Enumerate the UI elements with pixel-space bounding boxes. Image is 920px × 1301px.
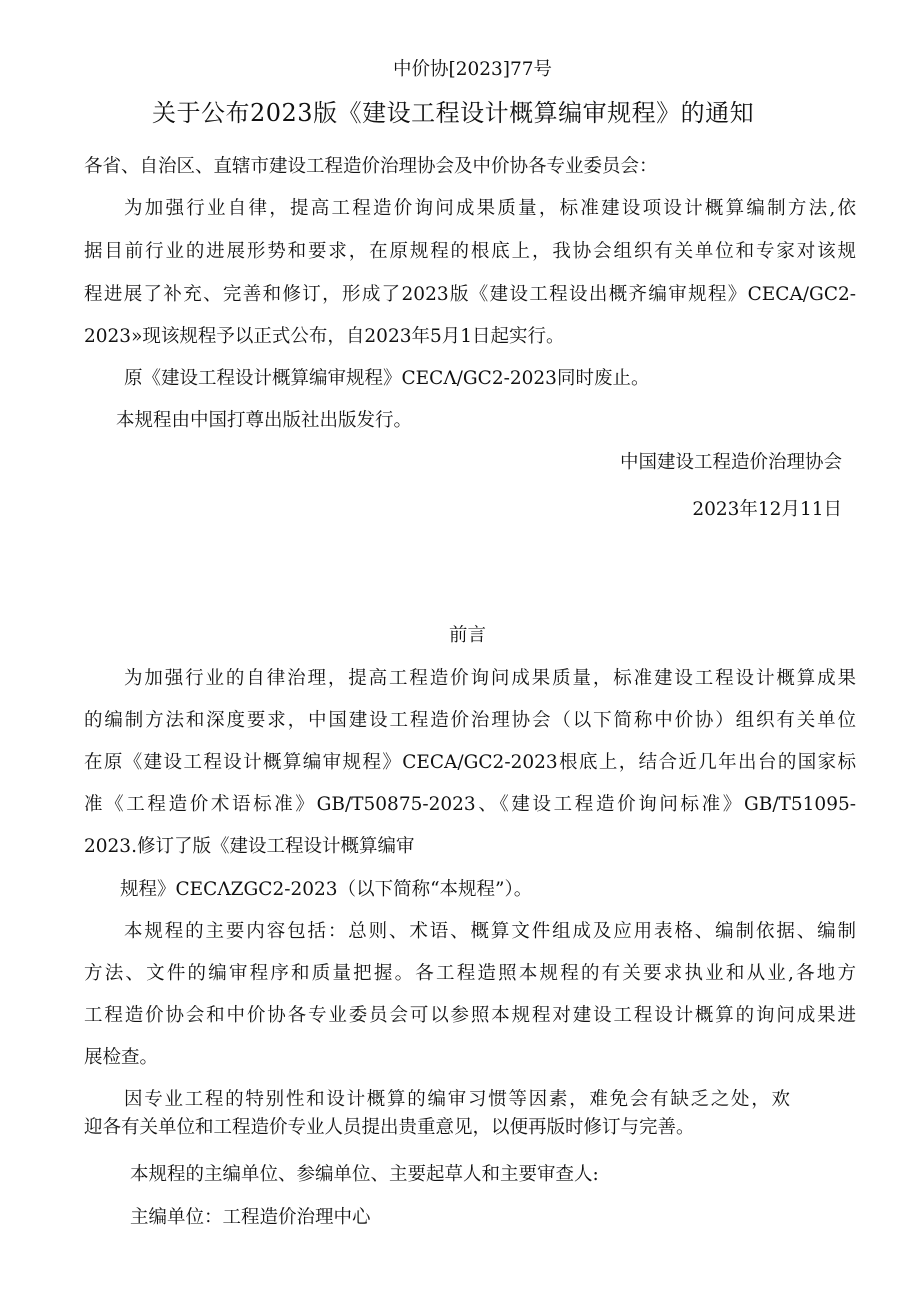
paragraph-line: 准《工程造价术语标准》GB/T50875-2023、《建设工程造价询问标准》GB/T51095- [84,794,856,815]
paragraph-line: 2023»现该规程予以正式公布，自2023年5月1日起实行。 [84,326,565,347]
paragraph-line: 程进展了补充、完善和修订，形成了2023版《建设工程设出概齐编审规程》CECA/GC2- [84,284,856,305]
paragraph-line: 本规程的主要内容包括：总则、术语、概算文件组成及应用表格、编制依据、编制 [124,921,856,942]
document-number: 中价协[2023]77号 [393,59,553,80]
notice-title: 关于公布2023版《建设工程设计概算编审规程》的通知 [152,99,755,127]
paragraph-line: 的编制方法和深度要求，中国建设工程造价治理协会（以下简称中价协）组织有关单位 [84,710,856,731]
paragraph-line: 据目前行业的进展形势和要求，在原规程的根底上，我协会组织有关单位和专家对该规 [84,241,856,262]
signatory: 中国建设工程造价治理协会 [619,452,842,473]
notice-paragraph-3: 本规程由中国打尊出版社出版发行。 [116,410,413,431]
paragraph-line: 展检查。 [84,1047,159,1068]
paragraph-line: 2023.修订了版《建设工程设计概算编审 [84,836,415,857]
notice-date: 2023年12月11日 [692,499,842,520]
paragraph-line: 在原《建设工程设计概算编审规程》CECA/GC2-2023根底上，结合近几年出台的国家标 [84,752,856,773]
preface-paragraph-5: 主编单位：工程造价治理中心 [130,1207,371,1228]
paragraph-line: 迎各有关单位和工程造价专业人员提出贵重意见，以便再版时修订与完善。 [84,1117,695,1138]
paragraph-line: 为加强行业自律，提高工程造价询问成果质量，标准建设项设计概算编制方法,依 [124,198,856,219]
notice-paragraph-2: 原《建设工程设计概算编审规程》CECΛ/GC2-2023同时废止。 [124,368,650,389]
paragraph-line: 为加强行业的自律治理，提高工程造价询问成果质量，标准建设工程设计概算成果 [124,668,856,689]
paragraph-line: 因专业工程的特别性和设计概算的编审习惯等因素，难免会有缺乏之处，欢 [124,1089,790,1110]
preface-heading: 前言 [449,625,487,646]
preface-paragraph-4: 本规程的主编单位、参编单位、主要起草人和主要审查人: [130,1164,599,1185]
preface-paragraph-1-continuation: 规程》CECΛZGC2-2023（以下简称“本规程”）。 [120,879,533,900]
addressee: 各省、自治区、直辖市建设工程造价治理协会及中价协各专业委员会： [84,156,658,177]
paragraph-line: 工程造价协会和中价协各专业委员会可以参照本规程对建设工程设计概算的询问成果进 [84,1005,856,1026]
paragraph-line: 方法、文件的编审程序和质量把握。各工程造照本规程的有关要求执业和从业,各地方 [84,963,856,984]
